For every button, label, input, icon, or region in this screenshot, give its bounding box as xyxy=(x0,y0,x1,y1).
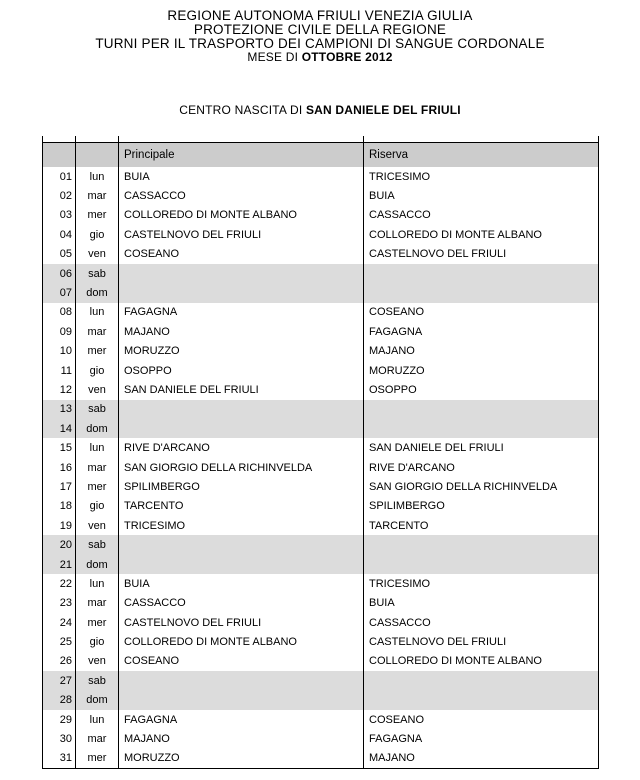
riserva-cell: TRICESIMO xyxy=(364,574,599,593)
principale-cell: CASSACCO xyxy=(119,594,364,613)
principale-cell: CASTELNOVO DEL FRIULI xyxy=(119,613,364,632)
riserva-cell: CASSACCO xyxy=(364,613,599,632)
principale-cell xyxy=(119,535,364,554)
day-number-cell: 19 xyxy=(43,516,76,535)
riserva-cell: COLLOREDO DI MONTE ALBANO xyxy=(364,652,599,671)
principale-cell: FAGAGNA xyxy=(119,710,364,729)
day-number-cell: 20 xyxy=(43,535,76,554)
spacer-cell xyxy=(119,136,364,142)
principale-cell xyxy=(119,283,364,302)
table-spacer-row xyxy=(42,136,599,142)
riserva-cell xyxy=(364,419,599,438)
day-number-cell: 16 xyxy=(43,458,76,477)
principale-cell xyxy=(119,691,364,710)
table-row xyxy=(42,458,599,477)
header-day-number-cell xyxy=(43,143,76,167)
principale-cell: MAJANO xyxy=(119,322,364,341)
day-name-cell: mar xyxy=(76,322,119,341)
table-header-row xyxy=(42,143,599,167)
table-row xyxy=(42,361,599,380)
table-row xyxy=(42,245,599,264)
day-name-cell: lun xyxy=(76,167,119,186)
day-number-cell: 28 xyxy=(43,691,76,710)
table-row xyxy=(42,438,599,457)
day-number-cell: 06 xyxy=(43,264,76,283)
riserva-cell: COSEANO xyxy=(364,710,599,729)
principale-cell: COLLOREDO DI MONTE ALBANO xyxy=(119,206,364,225)
day-number-cell: 10 xyxy=(43,342,76,361)
principale-cell: COSEANO xyxy=(119,652,364,671)
principale-cell xyxy=(119,400,364,419)
day-number-cell: 13 xyxy=(43,400,76,419)
spacer-cell xyxy=(364,136,599,142)
day-name-cell: mer xyxy=(76,749,119,768)
table-row xyxy=(42,419,599,438)
principale-cell: CASSACCO xyxy=(119,186,364,205)
table-row xyxy=(42,400,599,419)
document-header xyxy=(0,0,640,64)
table-row xyxy=(42,555,599,574)
day-number-cell: 08 xyxy=(43,303,76,322)
day-name-cell: mar xyxy=(76,458,119,477)
principale-cell: SAN GIORGIO DELLA RICHINVELDA xyxy=(119,458,364,477)
header-day-name-cell xyxy=(76,143,119,167)
principale-cell: BUIA xyxy=(119,574,364,593)
title-line-2: PROTEZIONE CIVILE DELLA REGIONE xyxy=(193,22,447,37)
riserva-cell: CASTELNOVO DEL FRIULI xyxy=(364,245,599,264)
riserva-cell: SPILIMBERGO xyxy=(364,497,599,516)
day-name-cell: sab xyxy=(76,264,119,283)
table-row xyxy=(42,729,599,748)
day-number-cell: 17 xyxy=(43,477,76,496)
day-number-cell: 07 xyxy=(43,283,76,302)
day-number-cell: 22 xyxy=(43,574,76,593)
day-name-cell: sab xyxy=(76,535,119,554)
day-number-cell: 24 xyxy=(43,613,76,632)
day-name-cell: lun xyxy=(76,303,119,322)
day-number-cell: 23 xyxy=(43,594,76,613)
table-row xyxy=(42,710,599,729)
day-name-cell: mer xyxy=(76,206,119,225)
day-name-cell: gio xyxy=(76,632,119,651)
day-name-cell: mer xyxy=(76,613,119,632)
table-row xyxy=(42,206,599,225)
riserva-cell: FAGAGNA xyxy=(364,729,599,748)
table-row xyxy=(42,613,599,632)
title-line-3: TURNI PER IL TRASPORTO DEI CAMPIONI DI SANGUE CORDONALE xyxy=(95,36,545,51)
day-number-cell: 27 xyxy=(43,671,76,690)
table-row xyxy=(42,477,599,496)
day-name-cell: ven xyxy=(76,652,119,671)
table-row xyxy=(42,691,599,710)
riserva-cell: MORUZZO xyxy=(364,361,599,380)
riserva-cell: MAJANO xyxy=(364,342,599,361)
day-number-cell: 14 xyxy=(43,419,76,438)
centro-name: SAN DANIELE DEL FRIULI xyxy=(305,103,461,117)
day-number-cell: 11 xyxy=(43,361,76,380)
column-header-riserva: Riserva xyxy=(364,143,599,167)
day-name-cell: ven xyxy=(76,245,119,264)
table-row xyxy=(42,497,599,516)
riserva-cell xyxy=(364,283,599,302)
riserva-cell xyxy=(364,691,599,710)
month-line xyxy=(0,51,640,64)
day-number-cell: 31 xyxy=(43,749,76,768)
day-name-cell: dom xyxy=(76,691,119,710)
day-name-cell: sab xyxy=(76,400,119,419)
month-prefix: MESE DI xyxy=(247,50,302,64)
riserva-cell xyxy=(364,264,599,283)
table-row xyxy=(42,516,599,535)
principale-cell: BUIA xyxy=(119,167,364,186)
table-row xyxy=(42,225,599,244)
table-row xyxy=(42,264,599,283)
principale-cell: TARCENTO xyxy=(119,497,364,516)
riserva-cell: TRICESIMO xyxy=(364,167,599,186)
principale-cell xyxy=(119,264,364,283)
day-name-cell: mar xyxy=(76,186,119,205)
schedule-table xyxy=(42,136,599,769)
riserva-cell: BUIA xyxy=(364,594,599,613)
centro-nascita-line xyxy=(0,103,640,117)
day-number-cell: 26 xyxy=(43,652,76,671)
table-row xyxy=(42,342,599,361)
principale-cell: MORUZZO xyxy=(119,342,364,361)
day-name-cell: lun xyxy=(76,710,119,729)
table-row xyxy=(42,652,599,671)
riserva-cell xyxy=(364,671,599,690)
centro-prefix: CENTRO NASCITA DI xyxy=(179,103,306,117)
principale-cell: SAN DANIELE DEL FRIULI xyxy=(119,380,364,399)
principale-cell: COSEANO xyxy=(119,245,364,264)
principale-cell: SPILIMBERGO xyxy=(119,477,364,496)
riserva-cell: SAN DANIELE DEL FRIULI xyxy=(364,438,599,457)
day-name-cell: lun xyxy=(76,574,119,593)
principale-cell: COLLOREDO DI MONTE ALBANO xyxy=(119,632,364,651)
table-row xyxy=(42,574,599,593)
riserva-cell xyxy=(364,400,599,419)
riserva-cell: MAJANO xyxy=(364,749,599,768)
day-name-cell: mar xyxy=(76,594,119,613)
table-row xyxy=(42,283,599,302)
day-number-cell: 29 xyxy=(43,710,76,729)
day-name-cell: ven xyxy=(76,516,119,535)
day-number-cell: 15 xyxy=(43,438,76,457)
day-name-cell: mar xyxy=(76,729,119,748)
day-number-cell: 02 xyxy=(43,186,76,205)
table-body xyxy=(42,167,599,768)
month-value: OTTOBRE 2012 xyxy=(301,50,393,64)
day-name-cell: sab xyxy=(76,671,119,690)
day-name-cell: gio xyxy=(76,225,119,244)
principale-cell: TRICESIMO xyxy=(119,516,364,535)
riserva-cell xyxy=(364,535,599,554)
day-name-cell: mer xyxy=(76,342,119,361)
riserva-cell: CASTELNOVO DEL FRIULI xyxy=(364,632,599,651)
principale-cell xyxy=(119,671,364,690)
principale-cell: RIVE D'ARCANO xyxy=(119,438,364,457)
table-row xyxy=(42,632,599,651)
principale-cell xyxy=(119,419,364,438)
day-name-cell: gio xyxy=(76,497,119,516)
riserva-cell: CASSACCO xyxy=(364,206,599,225)
table-frame xyxy=(42,142,599,769)
table-row xyxy=(42,322,599,341)
riserva-cell: BUIA xyxy=(364,186,599,205)
day-name-cell: dom xyxy=(76,555,119,574)
day-name-cell: lun xyxy=(76,438,119,457)
table-row xyxy=(42,535,599,554)
riserva-cell: COLLOREDO DI MONTE ALBANO xyxy=(364,225,599,244)
riserva-cell: FAGAGNA xyxy=(364,322,599,341)
riserva-cell: TARCENTO xyxy=(364,516,599,535)
day-number-cell: 04 xyxy=(43,225,76,244)
principale-cell: CASTELNOVO DEL FRIULI xyxy=(119,225,364,244)
riserva-cell xyxy=(364,555,599,574)
day-number-cell: 03 xyxy=(43,206,76,225)
table-row xyxy=(42,303,599,322)
principale-cell xyxy=(119,555,364,574)
day-name-cell: mer xyxy=(76,477,119,496)
principale-cell: MAJANO xyxy=(119,729,364,748)
riserva-cell: COSEANO xyxy=(364,303,599,322)
table-row xyxy=(42,749,599,768)
day-name-cell: ven xyxy=(76,380,119,399)
day-number-cell: 30 xyxy=(43,729,76,748)
day-number-cell: 21 xyxy=(43,555,76,574)
day-number-cell: 12 xyxy=(43,380,76,399)
day-name-cell: dom xyxy=(76,419,119,438)
table-row xyxy=(42,380,599,399)
principale-cell: OSOPPO xyxy=(119,361,364,380)
table-row xyxy=(42,594,599,613)
table-row xyxy=(42,167,599,186)
day-number-cell: 01 xyxy=(43,167,76,186)
table-row xyxy=(42,186,599,205)
principale-cell: FAGAGNA xyxy=(119,303,364,322)
riserva-cell: OSOPPO xyxy=(364,380,599,399)
day-number-cell: 05 xyxy=(43,245,76,264)
day-name-cell: gio xyxy=(76,361,119,380)
day-number-cell: 09 xyxy=(43,322,76,341)
spacer-cell xyxy=(43,136,76,142)
spacer-cell xyxy=(76,136,119,142)
title-line-1: REGIONE AUTONOMA FRIULI VENEZIA GIULIA xyxy=(167,8,473,23)
table-row xyxy=(42,671,599,690)
principale-cell: MORUZZO xyxy=(119,749,364,768)
day-number-cell: 18 xyxy=(43,497,76,516)
riserva-cell: SAN GIORGIO DELLA RICHINVELDA xyxy=(364,477,599,496)
day-number-cell: 25 xyxy=(43,632,76,651)
day-name-cell: dom xyxy=(76,283,119,302)
riserva-cell: RIVE D'ARCANO xyxy=(364,458,599,477)
column-header-principale: Principale xyxy=(119,143,364,167)
